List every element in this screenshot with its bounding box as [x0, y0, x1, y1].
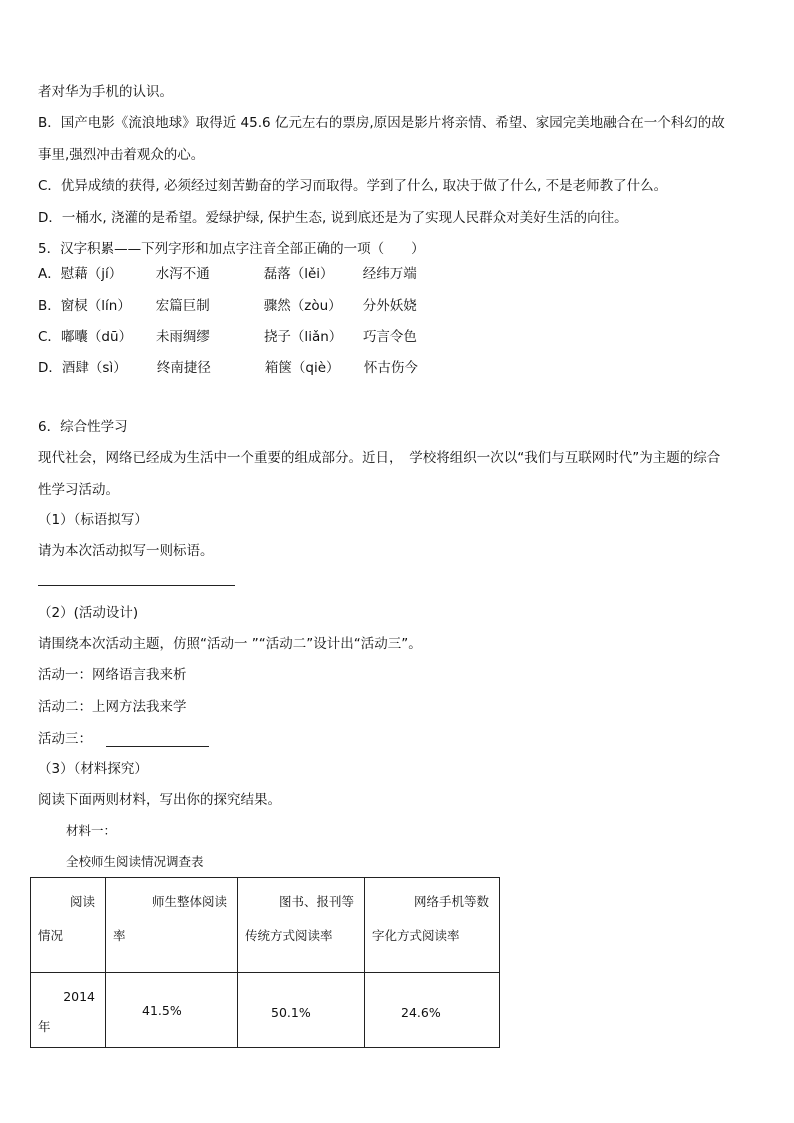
q6-part1-text: 请为本次活动拟写一则标语。 [38, 543, 214, 559]
activity-two: 活动二：上网方法我来学 [38, 699, 187, 715]
option-label: A． [38, 266, 61, 282]
header-text: 网络手机等数 [413, 894, 489, 909]
option-item: 窗棂（lín） [60, 298, 131, 314]
option-item: 怀古伤今 [363, 360, 418, 376]
q5-option-a [38, 265, 417, 283]
option-item: 挠子（liǎn） [263, 329, 343, 345]
year-text: 年 [38, 1019, 51, 1034]
q5-option-b [38, 297, 417, 315]
reading-survey-table [30, 877, 500, 1048]
q6-part1-label: （1）（标语拟写） [38, 512, 148, 528]
option-item: 分外妖娆 [362, 298, 417, 314]
q6-part2-text: 请围绕本次活动主题，仿照“活动一 ”“活动二”设计出“活动三”。 [38, 636, 422, 652]
header-text: 率 [113, 928, 126, 943]
question-6-title: 6．综合性学习 [38, 419, 128, 435]
data-cell [365, 973, 500, 1048]
option-item: 箱箧（qiè） [264, 360, 340, 376]
option-item: 水泻不通 [155, 266, 210, 282]
activity-three-label: 活动三： [38, 731, 92, 747]
table-header-row [31, 878, 500, 973]
activity-three [38, 730, 209, 748]
q6-part3-text: 阅读下面两则材料，写出你的探究结果。 [38, 792, 281, 808]
table-title: 全校师生阅读情况调查表 [66, 854, 204, 869]
option-label: C． [38, 329, 61, 345]
q6-part2-label: （2）(活动设计) [38, 605, 139, 621]
header-text: 传统方式阅读率 [245, 928, 333, 943]
option-item: 终南捷径 [156, 360, 211, 376]
option-c: C．优异成绩的获得, 必须经过刻苦勤奋的学习而取得。学到了什么, 取决于做了什么, 不是老师教了什么。 [38, 178, 668, 194]
cell-value: 50.1% [271, 1005, 311, 1020]
activity-one: 活动一：网络语言我来析 [38, 667, 187, 683]
header-text: 阅读 [69, 894, 95, 909]
option-item: 巧言令色 [362, 329, 417, 345]
option-b-line1: B．国产电影《流浪地球》取得近 45.6 亿元左右的票房,原因是影片将亲情、希望、家园完美地融合在一个科幻的故 [38, 115, 725, 131]
activity-three-blank[interactable] [106, 746, 209, 747]
option-item: 宏篇巨制 [155, 298, 210, 314]
header-text: 师生整体阅读 [151, 894, 227, 909]
answer-blank-line[interactable] [38, 585, 235, 586]
q6-part3-label: （3）（材料探究） [38, 761, 148, 777]
material-one-label: 材料一： [66, 823, 117, 838]
option-b-line2: 事里,强烈冲击着观众的心。 [38, 147, 205, 163]
option-label: D． [38, 360, 62, 376]
header-text: 字化方式阅读率 [372, 928, 460, 943]
q6-intro-line2: 性学习活动。 [38, 482, 119, 498]
q5-option-c [38, 328, 417, 346]
option-item: 磊落（lěi） [263, 266, 334, 282]
option-d: D．一桶水, 浇灌的是希望。爱绿护绿, 保护生态, 说到底还是为了实现人民群众对美好生活的向往。 [38, 210, 628, 226]
q6-intro-line1: 现代社会，网络已经成为生活中一个重要的组成部分。近日， 学校将组织一次以“我们与互联网时代”为主题的综合 [38, 450, 721, 466]
option-item: 经纬万端 [362, 266, 417, 282]
option-item: 慰藉（jí） [60, 266, 123, 282]
cell-value: 24.6% [401, 1005, 441, 1020]
continued-text: 者对华为手机的认识。 [38, 84, 173, 100]
year-text: 2014 [63, 989, 95, 1004]
option-item: 未雨绸缪 [155, 329, 210, 345]
option-label: B． [38, 298, 61, 314]
header-text: 图书、报刊等 [278, 894, 354, 909]
question-5-stem: 5．汉字积累——下列字形和加点字注音全部正确的一项（ ） [38, 241, 425, 257]
header-text: 情况 [38, 928, 64, 943]
cell-value: 41.5% [142, 1003, 182, 1018]
q5-option-d [38, 359, 418, 377]
header-cell [365, 878, 500, 973]
table-row [31, 973, 500, 1048]
header-cell [106, 878, 238, 973]
header-cell [31, 878, 106, 973]
option-item: 骤然（zòu） [263, 298, 342, 314]
option-item: 酒肆（sì） [61, 360, 127, 376]
data-cell [238, 973, 365, 1048]
option-item: 嘟囔（dū） [60, 329, 133, 345]
header-cell [238, 878, 365, 973]
data-cell [106, 973, 238, 1048]
year-cell [31, 973, 106, 1048]
